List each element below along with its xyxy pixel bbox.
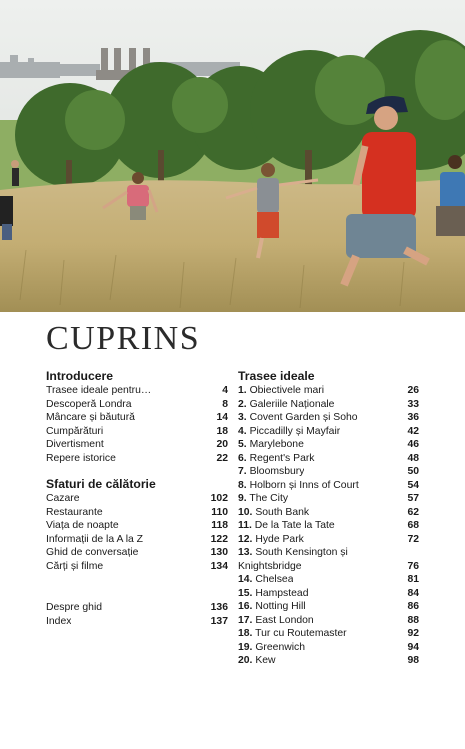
toc-entry-label: Repere istorice bbox=[46, 452, 116, 464]
route-number: 7. bbox=[238, 466, 247, 477]
route-number: 8. bbox=[238, 479, 247, 491]
toc-entry-page: 57 bbox=[407, 493, 419, 504]
toc-entry[interactable] bbox=[46, 411, 228, 425]
route-number: 1. bbox=[238, 385, 247, 396]
section-heading-sfaturi: Sfaturi de călătorie bbox=[46, 477, 156, 491]
toc-entry[interactable] bbox=[238, 384, 419, 398]
toc-entry-page: 26 bbox=[407, 385, 419, 396]
route-number: 13. bbox=[238, 547, 253, 558]
route-number: 9. bbox=[238, 493, 247, 504]
route-name: Regent's Park bbox=[249, 452, 315, 464]
toc-entry[interactable] bbox=[238, 398, 419, 412]
toc-entry-page: 50 bbox=[407, 466, 419, 477]
toc-entry-label: Viața de noapte bbox=[46, 520, 119, 531]
toc-entry-page: 48 bbox=[407, 452, 419, 464]
toc-entry-page: 102 bbox=[210, 493, 228, 504]
route-name: Hyde Park bbox=[255, 533, 304, 545]
section-heading-introducere: Introducere bbox=[46, 369, 114, 383]
toc-entry[interactable] bbox=[238, 654, 419, 668]
toc-entry-label bbox=[238, 587, 308, 601]
toc-entry[interactable] bbox=[46, 519, 228, 533]
toc-entry[interactable] bbox=[238, 411, 419, 425]
toc-entry-label: Mâncare și băutură bbox=[46, 412, 135, 423]
toc-entry-page: 4 bbox=[222, 385, 228, 396]
route-name: South Kensington și Knightsbridge bbox=[238, 547, 348, 572]
toc-entry-label: Despre ghid bbox=[46, 602, 103, 613]
park-scene-illustration bbox=[0, 0, 465, 312]
toc-entry-page: 98 bbox=[407, 655, 419, 666]
toc-entry-label: Trasee ideale pentru… bbox=[46, 385, 152, 396]
toc-entry[interactable] bbox=[46, 425, 228, 439]
toc-entry[interactable] bbox=[46, 615, 228, 629]
toc-entry[interactable] bbox=[46, 398, 228, 412]
toc-entry[interactable] bbox=[46, 601, 228, 615]
route-number: 18. bbox=[238, 628, 253, 639]
toc-entry-label bbox=[238, 398, 334, 412]
toc-entry-label bbox=[238, 641, 305, 655]
toc-entry[interactable] bbox=[238, 438, 419, 452]
toc-entry-label: Index bbox=[46, 615, 72, 627]
toc-entry-page: 68 bbox=[407, 520, 419, 531]
toc-entry-page: 20 bbox=[216, 439, 228, 450]
toc-entry[interactable] bbox=[46, 560, 228, 574]
toc-right-column bbox=[238, 369, 419, 668]
route-number: 17. bbox=[238, 614, 253, 626]
toc-entry[interactable] bbox=[238, 519, 419, 533]
toc-entry[interactable] bbox=[46, 533, 228, 547]
toc-entry[interactable] bbox=[238, 465, 419, 479]
toc-entry-page: 14 bbox=[216, 412, 228, 423]
toc-entry-page: 122 bbox=[210, 533, 228, 545]
toc-entry-label bbox=[238, 573, 293, 587]
toc-entry[interactable] bbox=[238, 533, 419, 547]
toc-entry-page: 86 bbox=[407, 601, 419, 612]
toc-entry-page: 84 bbox=[407, 587, 419, 599]
toc-entry-page: 18 bbox=[216, 425, 228, 437]
toc-entry[interactable] bbox=[238, 506, 419, 520]
spacer bbox=[46, 573, 228, 601]
toc-entry-label bbox=[238, 411, 358, 425]
toc-entry[interactable] bbox=[238, 641, 419, 655]
toc-entry-page: 72 bbox=[407, 533, 419, 545]
toc-entry-page: 110 bbox=[211, 506, 228, 518]
route-number: 12. bbox=[238, 533, 253, 545]
toc-entry[interactable] bbox=[46, 492, 228, 506]
toc-entry-label bbox=[238, 600, 306, 614]
toc-entry-label bbox=[238, 492, 288, 506]
toc-entry-page: 62 bbox=[407, 506, 419, 518]
route-number: 6. bbox=[238, 452, 247, 464]
page-title: CUPRINS bbox=[46, 320, 201, 357]
toc-entry-label: Cumpărături bbox=[46, 425, 104, 437]
toc-entry[interactable] bbox=[238, 587, 419, 601]
toc-entry-page: 8 bbox=[222, 398, 228, 410]
toc-entry-label: Descoperă Londra bbox=[46, 398, 132, 410]
toc-entry-label: Cazare bbox=[46, 493, 80, 504]
toc-entry-page: 137 bbox=[210, 615, 228, 627]
toc-entry-page: 76 bbox=[407, 560, 419, 572]
route-name: Galeriile Naționale bbox=[249, 398, 335, 410]
route-number: 14. bbox=[238, 574, 253, 585]
route-number: 5. bbox=[238, 439, 247, 450]
toc-entry-page: 136 bbox=[210, 602, 228, 613]
toc-entry-page: 134 bbox=[210, 560, 228, 572]
toc-entry-label: Divertisment bbox=[46, 439, 104, 450]
toc-entry[interactable] bbox=[46, 384, 228, 398]
route-name: Hampstead bbox=[255, 587, 309, 599]
route-name: East London bbox=[255, 614, 314, 626]
toc-entry-label bbox=[238, 479, 359, 493]
toc-entry[interactable] bbox=[238, 425, 419, 439]
toc-entry-page: 94 bbox=[407, 641, 419, 653]
route-name: Obiectivele mari bbox=[249, 385, 325, 396]
route-number: 3. bbox=[238, 412, 247, 423]
toc-entry-page: 46 bbox=[407, 439, 419, 450]
route-number: 19. bbox=[238, 641, 253, 653]
spacer bbox=[46, 465, 228, 477]
toc-entry[interactable] bbox=[46, 452, 228, 466]
toc-entry-page: 36 bbox=[407, 412, 419, 423]
toc-entry-page: 33 bbox=[407, 398, 419, 410]
toc-left-column bbox=[46, 369, 228, 628]
route-name: Holborn și Inns of Court bbox=[249, 479, 359, 491]
toc-entry[interactable] bbox=[238, 452, 419, 466]
toc-entry-label bbox=[238, 506, 309, 520]
toc-entry[interactable] bbox=[238, 614, 419, 628]
toc-entry-label bbox=[238, 654, 276, 668]
toc-entry[interactable] bbox=[238, 573, 419, 587]
toc-entry[interactable] bbox=[238, 492, 419, 506]
toc-entry-page: 22 bbox=[216, 452, 228, 464]
toc-entry-label bbox=[238, 384, 324, 398]
toc-entry-label bbox=[238, 533, 304, 547]
route-name: Kew bbox=[255, 655, 276, 666]
toc-entry-label bbox=[238, 425, 340, 439]
route-name: Bloomsbury bbox=[249, 466, 305, 477]
route-name: The City bbox=[249, 493, 289, 504]
section-heading-trasee: Trasee ideale bbox=[238, 369, 315, 383]
route-name: Notting Hill bbox=[255, 601, 306, 612]
route-name: Marylebone bbox=[249, 439, 304, 450]
route-name: Piccadilly și Mayfair bbox=[249, 425, 341, 437]
toc-entry-label bbox=[238, 614, 314, 628]
route-number: 15. bbox=[238, 587, 253, 599]
toc-entry-page: 118 bbox=[211, 520, 228, 531]
toc-entry-page: 54 bbox=[407, 479, 419, 491]
route-number: 10. bbox=[238, 506, 253, 518]
toc-entry[interactable] bbox=[46, 506, 228, 520]
toc-entry-page: 81 bbox=[407, 574, 419, 585]
route-number: 11. bbox=[238, 520, 252, 531]
toc-entry-label bbox=[238, 546, 388, 573]
toc-entry[interactable] bbox=[46, 546, 228, 560]
route-name: South Bank bbox=[255, 506, 310, 518]
route-name: Greenwich bbox=[255, 641, 306, 653]
toc-entry-label bbox=[238, 438, 304, 452]
toc-entry-label bbox=[238, 519, 335, 533]
toc-entry-label: Cărți și filme bbox=[46, 560, 104, 572]
toc-entry-label: Ghid de conversație bbox=[46, 547, 139, 558]
toc-entry-label bbox=[238, 465, 304, 479]
route-name: Covent Garden și Soho bbox=[249, 412, 358, 423]
toc-entry-label bbox=[238, 452, 315, 466]
hero-photo bbox=[0, 0, 465, 312]
toc-entry-page: 130 bbox=[210, 547, 228, 558]
route-number: 16. bbox=[238, 601, 253, 612]
toc-entry-page: 88 bbox=[407, 614, 419, 626]
route-name: Chelsea bbox=[255, 574, 294, 585]
toc-entry[interactable] bbox=[238, 627, 419, 641]
toc-entry-page: 92 bbox=[407, 628, 419, 639]
toc-entry[interactable] bbox=[46, 438, 228, 452]
toc-entry-label bbox=[238, 627, 347, 641]
toc-entry[interactable] bbox=[238, 600, 419, 614]
route-name: Tur cu Routemaster bbox=[255, 628, 347, 639]
route-number: 2. bbox=[238, 398, 247, 410]
toc-entry-label: Informații de la A la Z bbox=[46, 533, 144, 545]
route-name: De la Tate la Tate bbox=[254, 520, 335, 531]
toc-entry-label: Restaurante bbox=[46, 506, 103, 518]
toc-entry[interactable] bbox=[238, 479, 419, 493]
toc-entry[interactable] bbox=[238, 546, 419, 573]
toc-entry-page: 42 bbox=[407, 425, 419, 437]
route-number: 4. bbox=[238, 425, 247, 437]
route-number: 20. bbox=[238, 655, 253, 666]
